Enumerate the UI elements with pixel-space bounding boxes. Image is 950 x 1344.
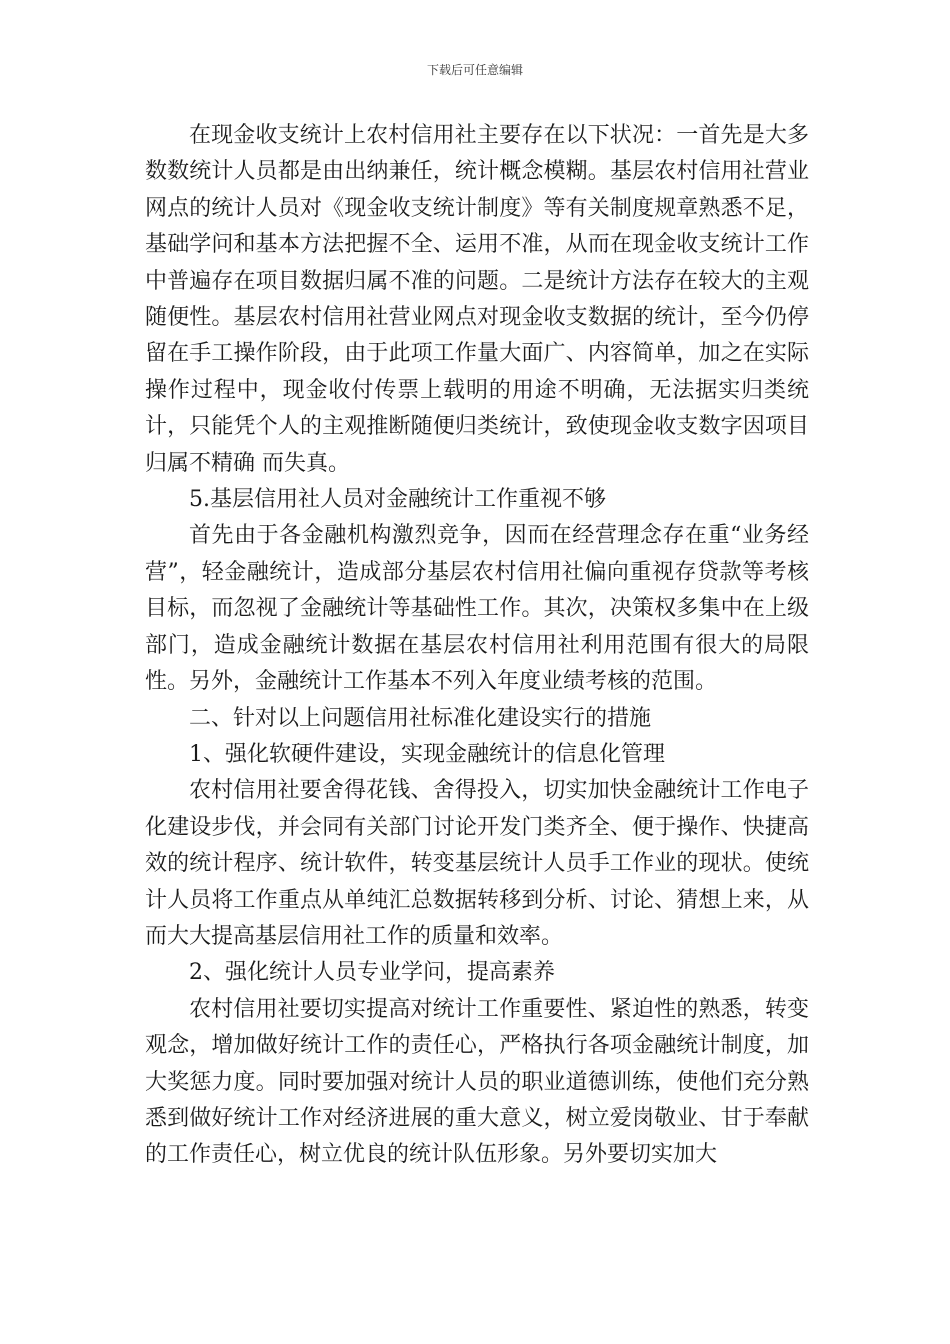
page-header: 下载后可任意编辑 <box>426 63 523 77</box>
document-body <box>145 118 809 1174</box>
paragraph-awareness: 农村信用社要切实提高对统计工作重要性、紧迫性的熟悉，转变观念，增加做好统计工作的责任心，严格执行各项金融统计制度，加大奖惩力度。同时要加强对统计人员的职业道德训练，使他们充分熟悉到做好统计工作对经济进展的重大意义，树立爱岗敬业、甘于奉献的工作责任心，树立优良的统计队伍形象。另外要切实加大 <box>145 996 809 1168</box>
heading-measures: 二、针对以上问题信用社标准化建设实行的措施 <box>189 705 652 731</box>
heading-staff-attention: 5.基层信用社人员对金融统计工作重视不够 <box>189 487 606 513</box>
paragraph-competition: 首先由于各金融机构激烈竞争，因而在经营理念存在重“业务经营”，轻金融统计，造成部分基层农村信用社偏向重视存贷款等考核目标，而忽视了金融统计等基础性工作。其次，决策权多集中在上级部门，造成金融统计数据在基层农村信用社利用范围有很大的局限性。另外，金融统计工作基本不列入年度业绩考核的范围。 <box>145 523 809 695</box>
paragraph-cash-statistics: 在现金收支统计上农村信用社主要存在以下状况：一首先是大多数数统计人员都是由出纳兼任，统计概念模糊。基层农村信用社营业网点的统计人员对《现金收支统计制度》等有关制度规章熟悉不足，基础学问和基本方法把握不全、运用不准，从而在现金收支统计工作中普遍存在项目数据归属不准的问题。二是统计方法存在较大的主观随便性。基层农村信用社营业网点对现金收支数据的统计，至今仍停留在手工操作阶段，由于此项工作量大面广、内容简单，加之在实际操作过程中，现金收付传票上载明的用途不明确，无法据实归类统计，只能凭个人的主观推断随便归类统计，致使现金收支数字因项目归属不精确 而失真。 <box>145 123 809 476</box>
heading-informatization: 1、强化软硬件建设，实现金融统计的信息化管理 <box>189 741 665 767</box>
heading-professional-skills: 2、强化统计人员专业学问，提高素养 <box>189 960 555 986</box>
paragraph-investment: 农村信用社要舍得花钱、舍得投入，切实加快金融统计工作电子化建设步伐，并会同有关部门讨论开发门类齐全、便于操作、快捷高效的统计程序、统计软件，转变基层统计人员手工作业的现状。使统计人员将工作重点从单纯汇总数据转移到分析、讨论、猜想上来，从而大大提高基层信用社工作的质量和效率。 <box>145 778 809 949</box>
